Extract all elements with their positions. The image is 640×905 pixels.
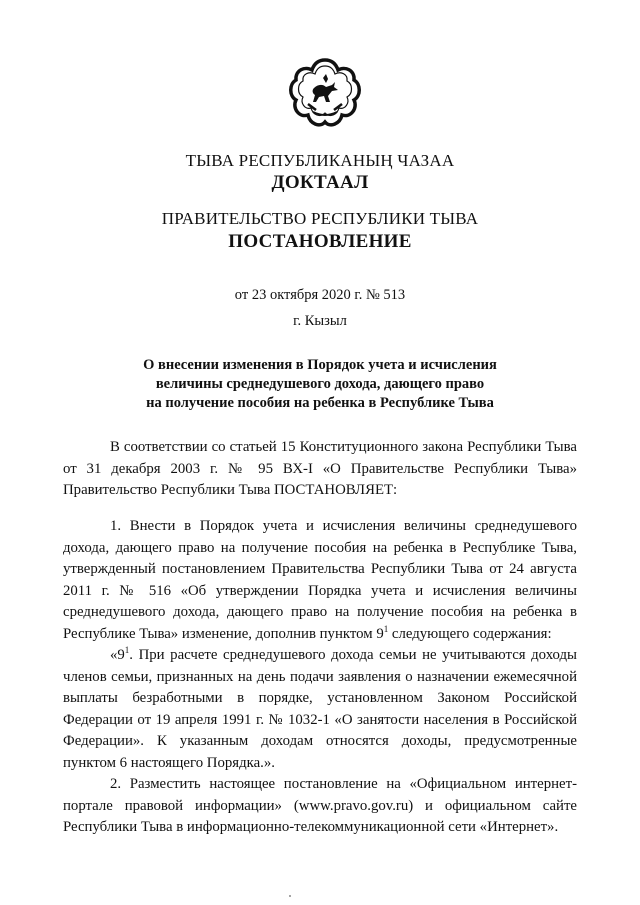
city: г. Кызыл xyxy=(293,313,347,329)
clause-1-text: 1. Внести в Порядок учета и исчисления величины среднедушевого дохода, дающего право на получение пособия на ребенка в Республике Тыва, утвержденный постановлением Правительства Республики Тыва от 24 августа 2011 г. № 516 «Об утверждении Порядка учета и исчисления величины среднедушевого дохода, дающего право на получение пособия на ребенка в Республике Тыва» изменение, дополнив пунктом 9 xyxy=(63,518,577,642)
superscript: 1 xyxy=(124,645,130,656)
amendment-paragraph xyxy=(63,645,577,774)
amendment-number: «9 xyxy=(110,647,125,663)
header-tuvan-government: ТЫВА РЕСПУБЛИКАНЫҢ ЧАЗАА xyxy=(185,151,455,170)
body-paragraphs xyxy=(63,516,577,839)
preamble-text: В соответствии со статьей 15 Конституционного закона Республики Тыва от 31 декабря 2003 г. № 95 ВХ-I «О Правительстве Республики Тыва» Правительство Республики Тыва ПОСТАНОВЛЯЕТ: xyxy=(63,439,577,498)
document-title-line-2: величины среднедушевого дохода, дающего право xyxy=(155,376,485,392)
date-number: от 23 октября 2020 г. № 513 xyxy=(234,287,406,303)
clause-1-tail: следующего содержания: xyxy=(388,625,552,642)
preamble-paragraph xyxy=(63,437,577,502)
coat-of-arms-emblem xyxy=(288,56,362,130)
superscript: 1 xyxy=(383,623,389,634)
header-tuvan-decree: ДОКТААЛ xyxy=(271,172,369,193)
amendment-text: . При расчете среднедушевого дохода семьи не учитываются доходы членов семьи, признанных на день подачи заявления о назначении ежемесячной выплаты безработными в порядке, установленном Законом Российской Федерации от 19 апреля 1991 г. № 1032-1 «О занятости населения в Российской Федерации». К указанным доходам относятся доходы, предусмотренные пунктом 6 настоящего Порядка.». xyxy=(63,647,577,771)
header-government: ПРАВИТЕЛЬСТВО РЕСПУБЛИКИ ТЫВА xyxy=(161,209,479,228)
header-decree: ПОСТАНОВЛЕНИЕ xyxy=(228,231,412,252)
document-title-line-1: О внесении изменения в Порядок учета и исчисления xyxy=(143,357,497,373)
document-title-line-3: на получение пособия на ребенка в Республике Тыва xyxy=(146,395,494,411)
clause-2-paragraph: 2. Разместить настоящее постановление на «Официальном интернет-портале правовой информации» (www.pravo.gov.ru) и официальном сайте Республики Тыва в информационно-телекоммуникационной сети «Интернет». xyxy=(63,776,577,835)
page-dot xyxy=(289,895,291,897)
clause-1-paragraph xyxy=(63,516,577,645)
